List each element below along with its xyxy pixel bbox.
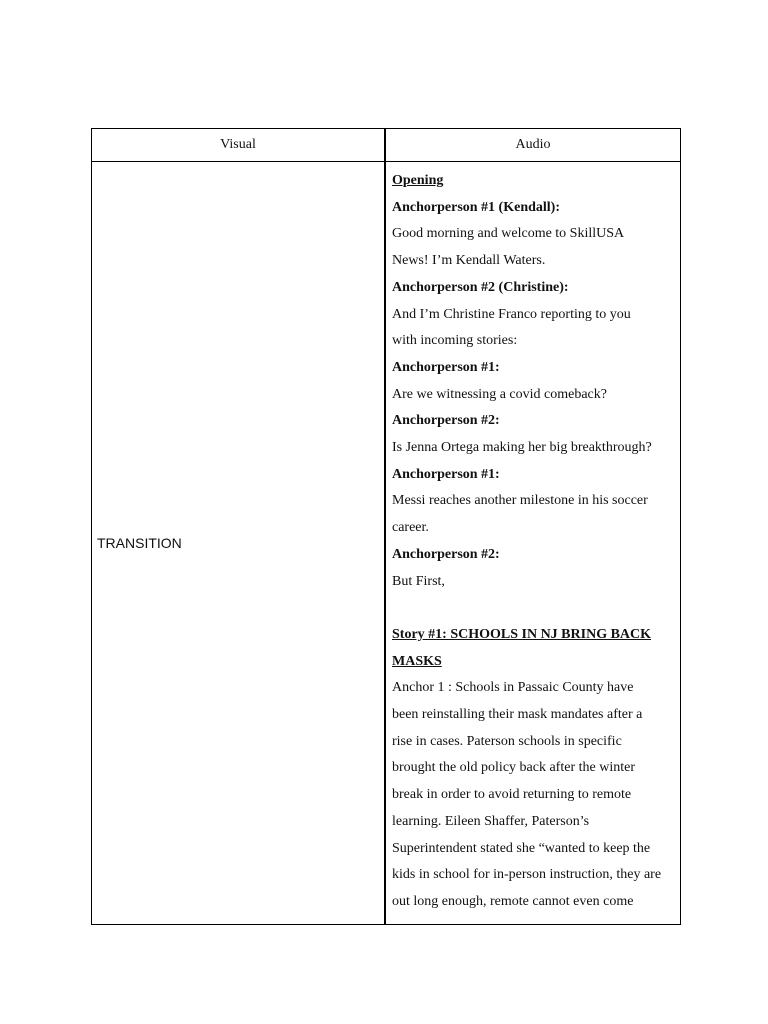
table-body-row: [92, 162, 681, 925]
script-table: [91, 128, 681, 925]
speaker-label: Anchorperson #1 (Kendall):: [392, 199, 560, 215]
script-line: break in order to avoid returning to remote: [392, 787, 632, 803]
speaker-label: Anchorperson #2 (Christine):: [392, 279, 569, 295]
speaker-label: Anchorperson #2:: [392, 413, 500, 429]
script-line: rise in cases. Paterson schools in specific: [392, 733, 622, 749]
table-header-row: [92, 129, 681, 162]
audio-script-lines: [386, 162, 680, 916]
visual-cell: [92, 162, 386, 925]
section-heading: Story #1: SCHOOLS IN NJ BRING BACK: [392, 626, 652, 642]
visual-column-header: Visual: [92, 129, 386, 162]
blank-line: [392, 595, 674, 622]
script-line: Messi reaches another milestone in his soccer: [392, 493, 648, 509]
script-line: out long enough, remote cannot even come: [392, 893, 634, 909]
script-line: been reinstalling their mask mandates after a: [392, 707, 643, 723]
audio-cell: [385, 162, 681, 925]
section-heading: MASKS: [392, 653, 442, 669]
script-line: And I’m Christine Franco reporting to you: [392, 306, 631, 322]
visual-transition-text: TRANSITION: [97, 535, 182, 551]
script-line: career.: [392, 520, 429, 536]
speaker-label: Anchorperson #1:: [392, 359, 500, 375]
speaker-label: Anchorperson #1:: [392, 466, 500, 482]
script-line: But First,: [392, 573, 445, 589]
script-line: Anchor 1 : Schools in Passaic County have: [392, 680, 634, 696]
script-line: kids in school for in-person instruction, they are: [392, 867, 662, 883]
speaker-label: Anchorperson #2:: [392, 546, 500, 562]
script-line: Are we witnessing a covid comeback?: [392, 386, 607, 402]
audio-column-header: Audio: [385, 129, 681, 162]
script-line: brought the old policy back after the winter: [392, 760, 635, 776]
script-line: Superintendent stated she “wanted to keep the: [392, 840, 651, 856]
script-line: Is Jenna Ortega making her big breakthrough?: [392, 440, 652, 456]
script-line: learning. Eileen Shaffer, Paterson’s: [392, 813, 590, 829]
section-heading: Opening: [392, 173, 444, 188]
script-line: with incoming stories:: [392, 333, 518, 349]
script-line: Good morning and welcome to SkillUSA: [392, 226, 625, 242]
script-line: News! I’m Kendall Waters.: [392, 253, 546, 269]
